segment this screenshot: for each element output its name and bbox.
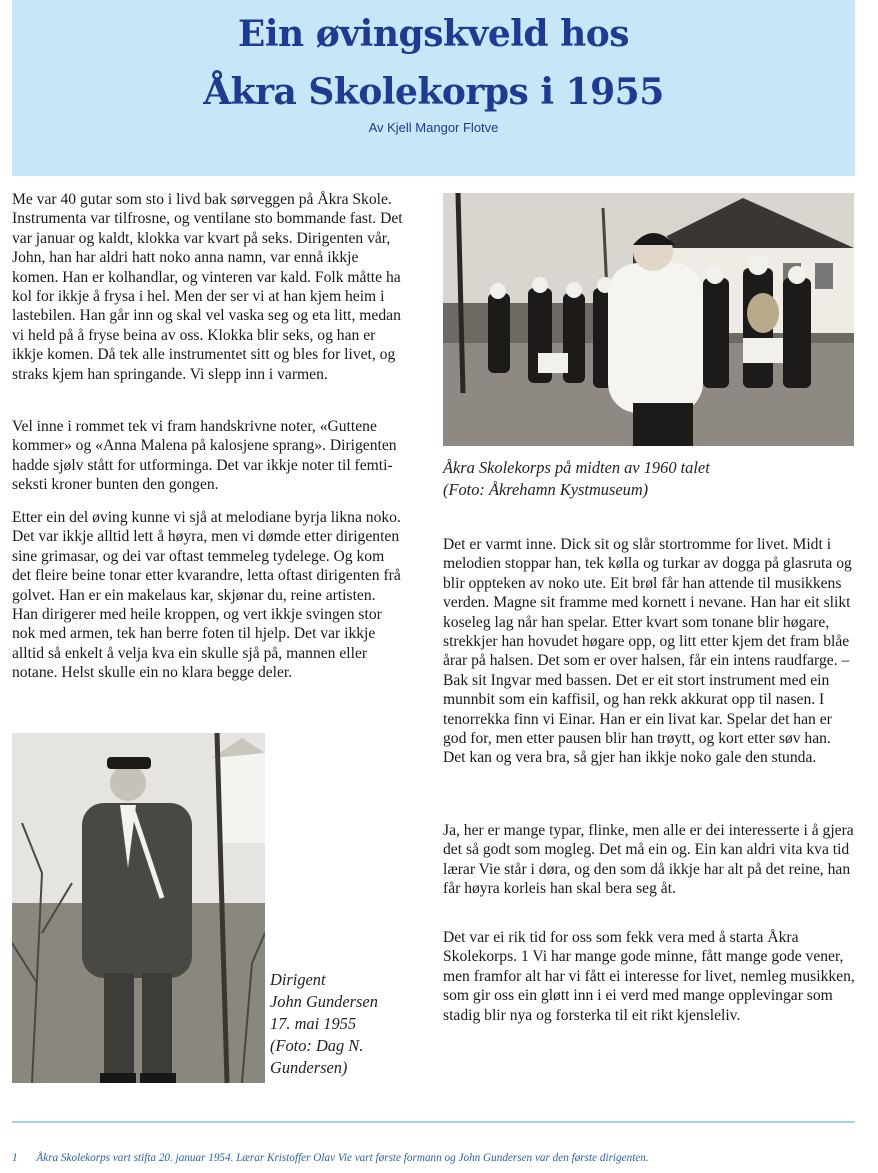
band-photo-caption-line-2: (Foto: Åkrehamn Kystmuseum) bbox=[443, 480, 649, 499]
article-header bbox=[12, 0, 855, 176]
band-photo-caption-line-1: Åkra Skolekorps på midten av 1960 talet bbox=[443, 458, 710, 477]
footnote bbox=[12, 1152, 862, 1164]
left-paragraph-2: Vel inne i rommet tek vi fram handskrivne noter, «Guttene kommer» og «Anna Malena på kalosjene sprang». Dirigenten hadde sjølv stått for utforminga. Det var ikkje noter til femti-seksti kroner bunten den gongen. bbox=[12, 418, 397, 494]
left-paragraph-3: Etter ein del øving kunne vi sjå at melodiane byrja likna noko. Det var ikkje alltid lett å høyra, men vi dømde etter dirigenten sine grimasar, og dei var oftast temmeleg tydelege. Og kom det fleire beine tonar etter kvarandre, letta oftast dirigenten frå golvet. Han er ein makelaus kar, skjønar du, reine artisten. Han dirigerer med heile kroppen, og vert ikkje svingen stor nok med armen, tek han berre foten til hjelp. Det var ikkje alltid så enkelt å velja kva ein skulle sjå på, mannen eller notane. Helst skulle ein no klara begge deler. bbox=[12, 509, 401, 682]
right-paragraph-1: Det er varmt inne. Dick sit og slår stortromme for livet. Midt i melodien stoppar han, tek kølla og turkar av dogga på glasruta og blir oppteken av noko ute. Eit brøl får han attende til musikkens verden. Magne sit framme med kornett i nevane. Han har eit slikt koseleg lag når han spelar. Etter kvart som tonane blir høgare, strekkjer han hovudet høgare opp, og litt etter kjem det fram blåe årar på halsen. Det som er over halsen, får ein intens raudfarge. – Bak sit Ingvar med bassen. Det er eit stort instrument med ein munnbit som ein kaffisil, og han rekk akkurat opp til nasen. I tenorrekka finn vi Einar. Han er ein livat kar. Spelar det han er god for, men etter pausen blir han trøytt, og kort etter søv han. Det kan og vera bra, så gjer han ikkje noko gale den stunda. bbox=[443, 536, 852, 767]
article-title-line-2: Åkra Skolekorps i 1955 bbox=[203, 71, 664, 113]
right-paragraph-3: Det var ei rik tid for oss som fekk vera med å starta Åkra Skolekorps. 1 Vi har mange gode minne, fått mange gode vener, men framfor alt har vi fått ei interesse for livet, nemleg musikken, som gir oss ein gløtt inn i ei verd med mange opplevingar som stadig blir nya og forsterka til eit rikt kjensleliv. bbox=[443, 929, 855, 1024]
footnote-divider bbox=[12, 1121, 855, 1123]
band-photo-caption bbox=[443, 457, 863, 501]
article-byline: Av Kjell Mangor Flotve bbox=[368, 120, 499, 135]
conductor-caption-line-3: 17. mai 1955 bbox=[270, 1014, 357, 1033]
article-title-line-1: Ein øvingskveld hos bbox=[237, 13, 630, 55]
conductor-caption-line-2: John Gundersen bbox=[270, 992, 378, 1011]
band-photo bbox=[443, 193, 854, 446]
conductor-caption-line-4: (Foto: Dag N. bbox=[270, 1036, 364, 1055]
right-paragraph-2: Ja, her er mange typar, flinke, men alle er dei interesserte i å gjera det så godt som mogleg. Det må ein og. Ein kan aldri vita kva tid lærar Vie står i døra, og den som då ikkje har alt på det reine, han får høyra korleis han skal bera seg åt. bbox=[443, 822, 854, 898]
footnote-number: 1 bbox=[12, 1152, 18, 1164]
conductor-photo bbox=[12, 733, 265, 1083]
conductor-caption-line-5: Gundersen) bbox=[270, 1058, 348, 1077]
conductor-photo-caption bbox=[270, 969, 440, 1079]
left-paragraph-1: Me var 40 gutar som sto i livd bak sørveggen på Åkra Skole. Instrumenta var tilfrosne, og ventilane sto bommande fast. Det var januar og kaldt, klokka var kvart på seks. Dirigenten vår, John, han har aldri hatt noko anna namn, var ennå ikkje komen. Han er kolhandlar, og vinteren var kald. Folk måtte ha kol for ikkje å frysa i hel. Men der ser vi at han kjem heim i lastebilen. Han går inn og skal vel vaska seg og eta litt, medan vi held på å fryse beina av oss. Klokka blir seks, og han er ikkje komen. Då tek alle instrumentet sitt og bles for livet, og straks kjem han springande. Vi slepp inn i varmen. bbox=[12, 191, 403, 383]
footnote-text: Åkra Skolekorps vart stifta 20. januar 1954. Lærar Kristoffer Olav Vie vart første formann og John Gundersen var den første dirigenten. bbox=[36, 1152, 649, 1164]
conductor-caption-line-1: Dirigent bbox=[270, 970, 326, 989]
